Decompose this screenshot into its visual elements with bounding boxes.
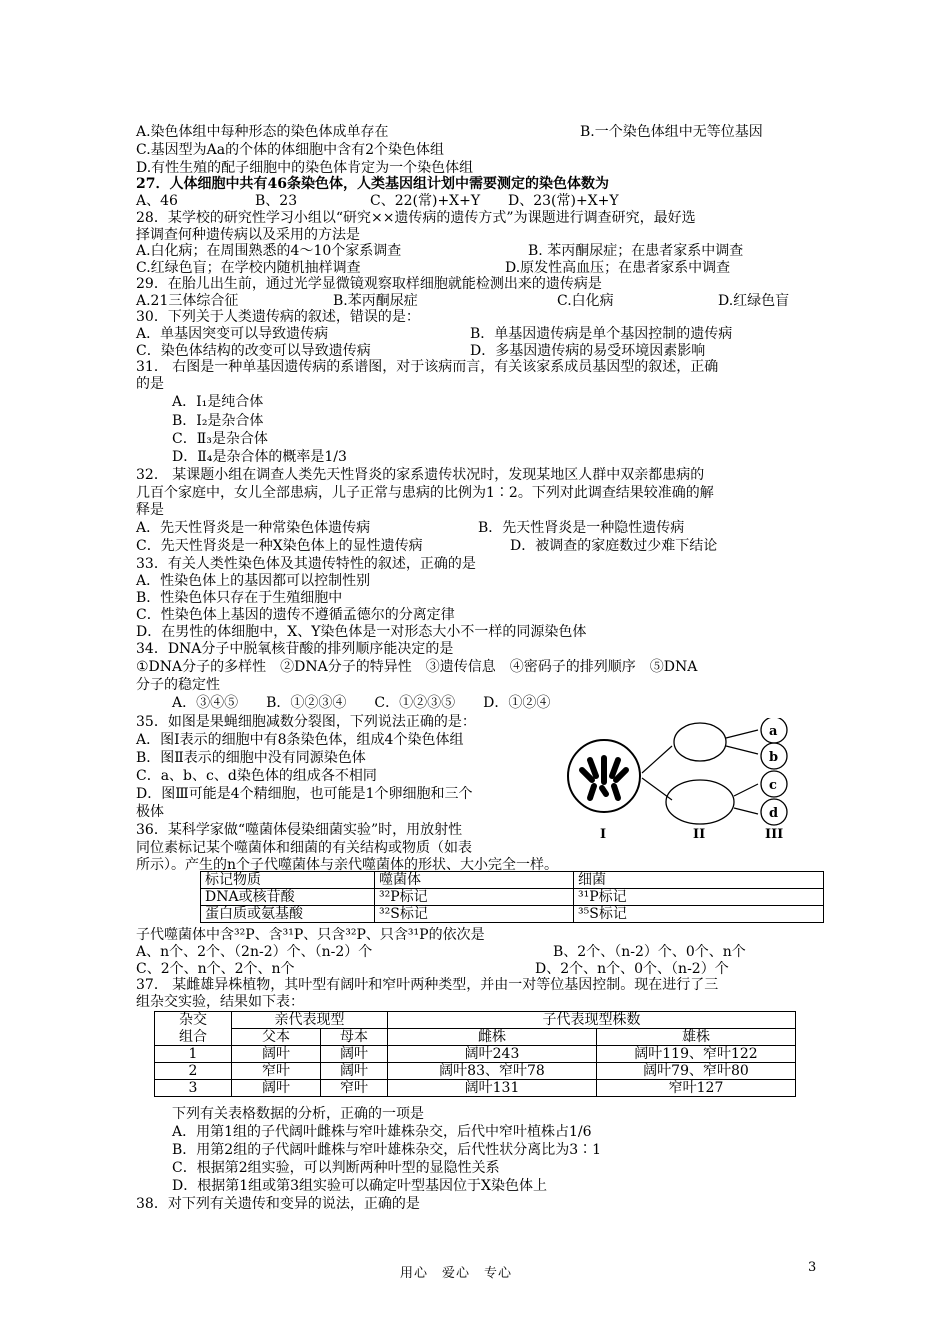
- table-cell: ³²P标记: [375, 889, 574, 906]
- text-line: B.一个染色体组中无等位基因: [580, 124, 763, 140]
- table-cell: 细菌: [574, 872, 824, 889]
- table-cell: 阔叶: [321, 1046, 388, 1063]
- stage-label-1: I: [600, 827, 607, 842]
- question-32: 32． 某课题小组在调查人类先天性肾炎的家系遗传状况时，发现某地区人群中双亲都患病的: [136, 467, 705, 483]
- label-b: b: [769, 750, 779, 765]
- question-31: 31． 右图是一种单基因遗传病的系谱图，对于该病而言，有关该家系成员基因型的叙述，正确: [136, 359, 719, 375]
- table-36: [200, 871, 824, 923]
- table-row: [201, 906, 824, 923]
- table-row: [201, 872, 824, 889]
- text-line: B．Ⅰ₂是杂合体: [172, 413, 264, 429]
- question-34: 34．DNA分子中脱氧核苷酸的排列顺序能决定的是: [136, 641, 454, 657]
- table-cell: 阔叶119、窄叶122: [597, 1046, 796, 1063]
- text-line: 释是: [136, 502, 164, 518]
- table-cell: 雄株: [597, 1029, 796, 1046]
- page-footer: 用心 爱心 专心: [400, 1266, 513, 1281]
- table-cell: 阔叶79、窄叶80: [597, 1063, 796, 1080]
- text-line: D．Ⅱ₄是杂合体的概率是1/3: [172, 449, 347, 465]
- question-29: 29．在胎儿出生前，通过光学显微镜观察取样细胞就能检测出来的遗传病是: [136, 276, 602, 292]
- table-cell: 2: [155, 1063, 232, 1080]
- text-line: C．先天性肾炎是一种X染色体上的显性遗传病: [136, 538, 423, 554]
- meiosis-figure: [560, 718, 805, 843]
- text-line: 择调查何种遗传病以及采用的方法是: [136, 227, 360, 243]
- text-line: C.白化病: [557, 293, 614, 309]
- text-line: D．图Ⅲ可能是4个精细胞，也可能是1个卵细胞和三个: [136, 786, 473, 802]
- table-cell: 阔叶: [321, 1063, 388, 1080]
- text-line: A.21三体综合征: [136, 293, 239, 309]
- text-line: C.红绿色盲；在学校内随机抽样调查: [136, 260, 361, 276]
- question-27: 27．人体细胞中共有46条染色体，人类基因组计划中需要测定的染色体数为: [136, 176, 609, 192]
- question-36: 36．某科学家做“噬菌体侵染细菌实验”时，用放射性: [136, 822, 463, 838]
- text-line: C．Ⅱ₃是杂合体: [172, 431, 268, 447]
- table-row: [155, 1012, 796, 1029]
- text-line: 子代噬菌体中含³²P、含³¹P、只含³²P、只含³¹P的依次是: [136, 927, 485, 943]
- text-line: A．先天性肾炎是一种常染色体遗传病: [136, 520, 371, 536]
- table-row: [155, 1063, 796, 1080]
- text-line: B．先天性肾炎是一种隐性遗传病: [478, 520, 685, 536]
- table-cell: 杂交: [155, 1012, 232, 1029]
- table-cell: 子代表现型株数: [388, 1012, 796, 1029]
- text-line: A.白化病；在周围熟悉的4～10个家系调查: [136, 243, 402, 259]
- table-cell: 雌株: [388, 1029, 597, 1046]
- table-cell: 阔叶131: [388, 1080, 597, 1097]
- text-line: C、22(常)+X+Y: [370, 193, 481, 209]
- text-line: A．Ⅰ₁是纯合体: [172, 394, 264, 410]
- text-line: 下列有关表格数据的分析，正确的一项是: [172, 1106, 424, 1122]
- text-line: 所示）。产生的n个子代噬菌体与亲代噬菌体的形状、大小完全一样。: [136, 857, 559, 873]
- text-line: A．③④⑤ B．①②③④ C．①②③⑤ D．①②④: [172, 695, 551, 711]
- table-cell: 噬菌体: [375, 872, 574, 889]
- text-line: D．被调查的家庭数过少难下结论: [510, 538, 718, 554]
- text-line: C．根据第2组实验，可以判断两种叶型的显隐性关系: [172, 1160, 500, 1176]
- text-line: B. 苯丙酮尿症；在患者家系中调查: [528, 243, 744, 259]
- table-cell: 窄叶: [321, 1080, 388, 1097]
- text-line: 组杂交实验，结果如下表：: [136, 994, 304, 1010]
- text-line: A．图Ⅰ表示的细胞中有8条染色体，组成4个染色体组: [136, 732, 464, 748]
- question-38: 38．对下列有关遗传和变异的说法，正确的是: [136, 1196, 420, 1212]
- label-c: c: [769, 778, 777, 793]
- table-cell: 1: [155, 1046, 232, 1063]
- table-cell: 阔叶83、窄叶78: [388, 1063, 597, 1080]
- table-cell: ³⁵S标记: [574, 906, 824, 923]
- table-cell: ³¹P标记: [574, 889, 824, 906]
- text-line: C.基因型为Aa的个体的体细胞中含有2个染色体组: [136, 142, 445, 158]
- text-line: D．在男性的体细胞中，X、Y染色体是一对形态大小不一样的同源染色体: [136, 624, 587, 640]
- text-line: C．a、b、c、d染色体的组成各不相同: [136, 768, 377, 784]
- text-line: B.苯丙酮尿症: [333, 293, 418, 309]
- table-cell: 窄叶: [232, 1063, 321, 1080]
- text-line: D.原发性高血压；在患者家系中调查: [505, 260, 731, 276]
- stage-label-2: II: [693, 827, 706, 842]
- question-28: 28．某学校的研究性学习小组以“研究××遗传病的遗传方式”为课题进行调查研究，最好选: [136, 210, 696, 226]
- text-line: D、2个、n个、0个、（n-2）个: [535, 961, 729, 977]
- text-line: D．多基因遗传病的易受环境因素影响: [470, 343, 706, 359]
- table-cell: 阔叶243: [388, 1046, 597, 1063]
- text-line: D.有性生殖的配子细胞中的染色体肯定为一个染色体组: [136, 160, 474, 176]
- text-line: C．性染色体上基因的遗传不遵循孟德尔的分离定律: [136, 607, 455, 623]
- text-line: A、46: [136, 193, 178, 209]
- table-cell: 窄叶127: [597, 1080, 796, 1097]
- text-line: B、23: [255, 193, 298, 209]
- text-line: 的是: [136, 376, 164, 392]
- question-30: 30．下列关于人类遗传病的叙述，错误的是：: [136, 309, 420, 325]
- table-row: [155, 1080, 796, 1097]
- table-row: [155, 1046, 796, 1063]
- label-a: a: [769, 724, 778, 739]
- text-line: A.染色体组中每种形态的染色体成单存在: [136, 124, 389, 140]
- table-cell: DNA或核苷酸: [201, 889, 375, 906]
- text-line: B、2个、（n-2）个、0个、n个: [553, 944, 746, 960]
- table-cell: 组合: [155, 1029, 232, 1046]
- table-37: [154, 1011, 796, 1097]
- stage-label-3: III: [765, 827, 784, 842]
- page-number: 3: [808, 1260, 817, 1275]
- text-line: C、2个、n个、2个、n个: [136, 961, 295, 977]
- table-cell: 蛋白质或氨基酸: [201, 906, 375, 923]
- text-line: B．图Ⅱ表示的细胞中没有同源染色体: [136, 750, 366, 766]
- table-row: [155, 1029, 796, 1046]
- text-line: 极体: [136, 804, 164, 820]
- label-d: d: [769, 806, 779, 821]
- text-line: B．用第2组的子代阔叶雌株与窄叶雄株杂交，后代性状分离比为3∶1: [172, 1142, 602, 1158]
- text-line: A．单基因突变可以导致遗传病: [136, 326, 329, 342]
- question-37: 37． 某雌雄异株植物，其叶型有阔叶和窄叶两种类型，并由一对等位基因控制。现在进行了三: [136, 977, 719, 993]
- text-line: A．性染色体上的基因都可以控制性别: [136, 573, 371, 589]
- text-line: D、23(常)+X+Y: [508, 193, 619, 209]
- text-line: B．单基因遗传病是单个基因控制的遗传病: [470, 326, 733, 342]
- text-line: A．用第1组的子代阔叶雌株与窄叶雄株杂交，后代中窄叶植株占1/6: [172, 1124, 592, 1140]
- text-line: D．根据第1组或第3组实验可以确定叶型基因位于X染色体上: [172, 1178, 548, 1194]
- table-cell: 母本: [321, 1029, 388, 1046]
- text-line: 几百个家庭中，女儿全部患病，儿子正常与患病的比例为1∶2。下列对此调查结果较准确的解: [136, 485, 714, 501]
- text-line: D.红绿色盲: [718, 293, 790, 309]
- table-cell: 亲代表现型: [232, 1012, 388, 1029]
- text-line: 同位素标记某个噬菌体和细菌的有关结构或物质（如表: [136, 840, 472, 856]
- text-line: B．性染色体只存在于生殖细胞中: [136, 590, 343, 606]
- text-line: ①DNA分子的多样性 ②DNA分子的特异性 ③遗传信息 ④密码子的排列顺序 ⑤DNA: [136, 659, 698, 675]
- text-line: C．染色体结构的改变可以导致遗传病: [136, 343, 371, 359]
- table-cell: 3: [155, 1080, 232, 1097]
- question-33: 33．有关人类性染色体及其遗传特性的叙述，正确的是: [136, 556, 476, 572]
- table-cell: 阔叶: [232, 1046, 321, 1063]
- table-cell: 父本: [232, 1029, 321, 1046]
- text-line: 分子的稳定性: [136, 677, 220, 693]
- table-cell: 标记物质: [201, 872, 375, 889]
- question-35: 35．如图是果蝇细胞减数分裂图，下列说法正确的是：: [136, 714, 476, 730]
- table-row: [201, 889, 824, 906]
- table-cell: 阔叶: [232, 1080, 321, 1097]
- table-cell: ³²S标记: [375, 906, 574, 923]
- text-line: A、n个、2个、（2n-2）个、（n-2）个: [136, 944, 373, 960]
